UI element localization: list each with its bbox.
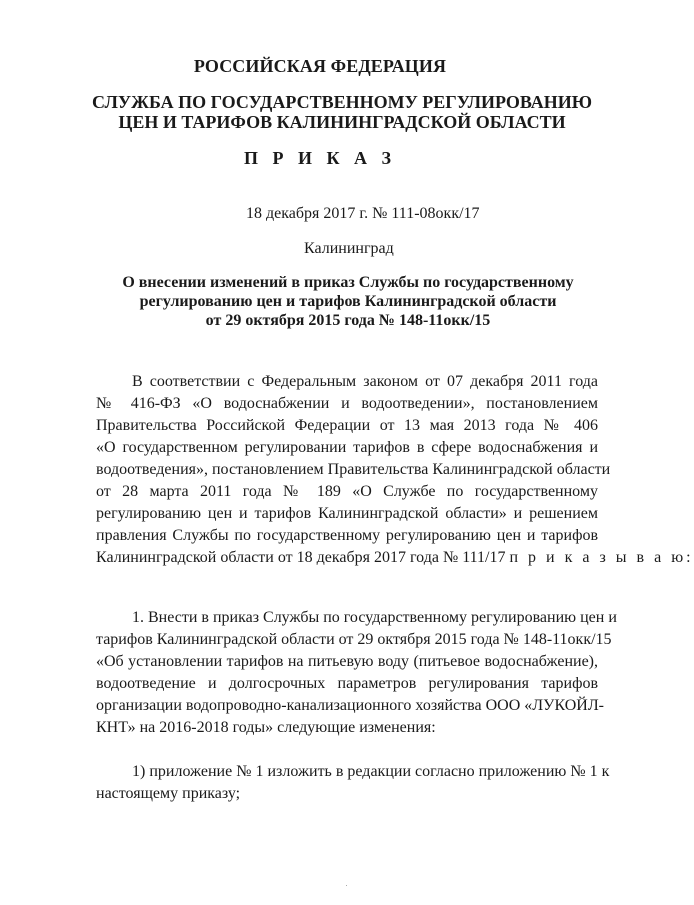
- text-line: В соответствии с Федеральным законом от 07 декабря 2011 года: [132, 373, 598, 390]
- preamble-paragraph: [96, 371, 694, 569]
- date-and-number: 18 декабря 2017 г. № 111-08окк/17: [246, 205, 480, 222]
- text-line: [96, 547, 694, 569]
- scan-speck: [346, 885, 347, 886]
- text-line: водоотведения», постановлением Правительства Калининградской области: [96, 461, 611, 478]
- title-line3: от 29 октября 2015 года № 148-11окк/15: [205, 312, 491, 329]
- country-heading: РОССИЙСКАЯ ФЕДЕРАЦИЯ: [193, 56, 447, 76]
- text-line: 1) приложение № 1 изложить в редакции согласно приложению № 1 к: [132, 763, 610, 780]
- text-line: КНТ» на 2016-2018 годы» следующие изменения:: [96, 719, 436, 736]
- document-type: П Р И К А З: [243, 148, 397, 168]
- orders-word: п р и к а з ы в а ю:: [509, 549, 694, 566]
- clause-1-paragraph: [96, 607, 617, 739]
- text-line: «О государственном регулировании тарифов в сфере водоснабжения и: [96, 439, 598, 456]
- text-line-part: Калининградской области от 18 декабря 2017 года № 111/17: [96, 549, 506, 566]
- agency-heading-line1: СЛУЖБА ПО ГОСУДАРСТВЕННОМУ РЕГУЛИРОВАНИЮ: [91, 92, 593, 112]
- text-line: водоотведение и долгосрочных параметров регулирования тарифов: [96, 675, 598, 692]
- title-line2: регулированию цен и тарифов Калининградской области: [139, 293, 557, 310]
- text-line: организации водопроводно-канализационного хозяйства ООО «ЛУКОЙЛ-: [96, 697, 604, 714]
- city: Калининград: [304, 240, 394, 257]
- text-line: 1. Внести в приказ Службы по государственному регулированию цен и: [132, 609, 617, 626]
- text-line: Правительства Российской Федерации от 13 мая 2013 года № 406: [96, 417, 598, 434]
- text-line: № 416-ФЗ «О водоснабжении и водоотведении», постановлением: [96, 395, 598, 412]
- agency-heading-line2: ЦЕН И ТАРИФОВ КАЛИНИНГРАДСКОЙ ОБЛАСТИ: [118, 112, 566, 132]
- text-line: тарифов Калининградской области от 29 октября 2015 года № 148-11окк/15: [96, 631, 612, 648]
- text-line: от 28 марта 2011 года № 189 «О Службе по государственному: [96, 483, 598, 500]
- text-line: правления Службы по государственному регулированию цен и тарифов: [96, 527, 598, 544]
- subclause-1-paragraph: [96, 761, 610, 805]
- agency-heading: [42, 92, 642, 132]
- text-line: настоящему приказу;: [96, 785, 241, 802]
- text-line: «Об установлении тарифов на питьевую воду (питьевое водоснабжение),: [96, 653, 598, 670]
- text-line: регулированию цен и тарифов Калининградской области» и решением: [96, 505, 598, 522]
- title-line1: О внесении изменений в приказ Службы по государственному: [122, 274, 574, 291]
- document-title: [48, 273, 648, 330]
